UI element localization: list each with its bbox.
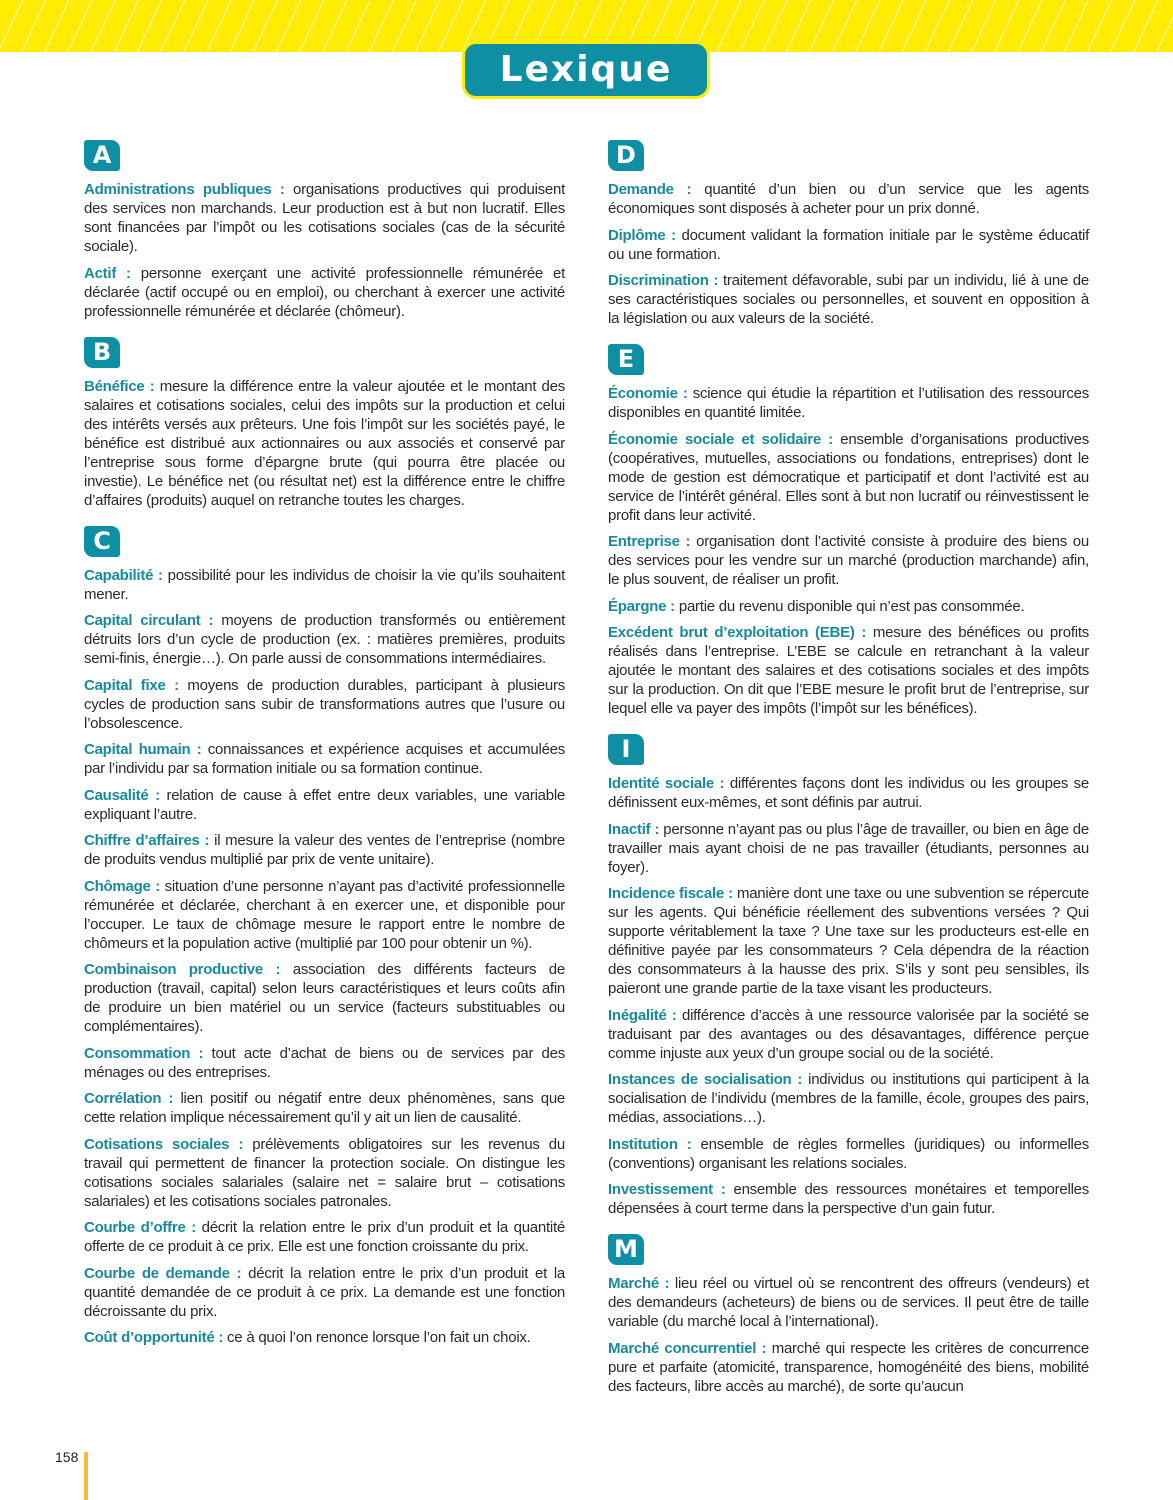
entry-definition: mesure des bénéfices ou profits réalisés dans l’entreprise. L’EBE se calcule en retranchant à la valeur ajoutée le montant des salaires et des cotisations sociales et des impôts sur la production. On dit que l’EBE mesure le profit brut de l’entreprise, sur lequel elle va payer des impôts (l’impôt sur les bénéfices). — [608, 624, 1089, 717]
page-title: Lexique — [462, 41, 710, 99]
entry-term: Incidence fiscale : — [608, 885, 733, 902]
right-column — [608, 140, 1089, 1412]
entry-term: Courbe d’offre : — [84, 1219, 196, 1236]
entry-term: Identité sociale : — [608, 775, 725, 792]
entry-term: Excédent brut d’exploitation (EBE) : — [608, 624, 867, 641]
section-letter-badge: C — [84, 526, 120, 557]
entry-term: Diplôme : — [608, 226, 676, 244]
section-letter-badge: D — [608, 140, 644, 171]
entry-term: Inégalité : — [608, 1006, 677, 1024]
entry-definition: prélèvements obligatoires sur les revenus du travail qui permettent de financer la protection sociale. On distingue les cotisations sociales salariales (salaire net = salaire brut – cotisations salariales) et les cotisations sociales patronales. — [84, 1135, 565, 1210]
lexicon-entry — [608, 532, 1089, 589]
entry-term: Actif : — [84, 264, 131, 282]
lexicon-entry — [84, 180, 565, 256]
entry-term: Cotisations sociales : — [84, 1135, 244, 1153]
entry-definition: traitement défavorable, subi par un individu, lié à une de ses caractéristiques sociales ou personnelles, et souvent en opposition à la législation ou aux valeurs de la société. — [608, 272, 1089, 327]
entry-term: Capital humain : — [84, 741, 202, 758]
entry-definition: moyens de production transformés ou entièrement détruits lors d’un cycle de production (ex. : matières premières, produits semi-finis, énergie…). On parle aussi de consommations intermédiaires. — [84, 612, 565, 667]
entry-definition: décrit la relation entre le prix d’un produit et la quantité demandée de ce produit à ce prix. La demande est une fonction décroissante du prix. — [84, 1264, 565, 1320]
entry-definition: ensemble de règles formelles (juridiques) ou informelles (conventions) organisant les relations sociales. — [608, 1135, 1089, 1172]
lexicon-entry — [84, 1044, 565, 1082]
page-number: 158 — [55, 1449, 79, 1465]
entry-term: Économie : — [608, 385, 688, 402]
entry-term: Entreprise : — [608, 533, 691, 550]
lexicon-entry — [84, 676, 565, 733]
lexicon-entry — [84, 831, 565, 869]
lexicon-entry — [84, 611, 565, 668]
section-letter-badge: A — [84, 140, 120, 171]
entry-definition: document validant la formation initiale par le système éducatif ou une formation. — [608, 226, 1089, 263]
entry-definition: ensemble d’organisations productives (coopératives, mutuelles, associations ou fondations, entreprises) dont le mode de gestion est démocratique et participatif et dont l’activité est au service de l’intérêt général. Elles sont à but non lucratif ou réinvestissent le profit dans leur activité. — [608, 430, 1089, 524]
lexicon-entry — [84, 1264, 565, 1321]
entry-term: Administrations publiques : — [84, 181, 285, 198]
entry-term: Capital circulant : — [84, 612, 214, 629]
lexicon-entry — [84, 566, 565, 604]
lexicon-entry — [608, 180, 1089, 218]
lexicon-entry — [84, 877, 565, 953]
entry-definition: personne n’ayant pas ou plus l’âge de travailler, ou bien en âge de travailler mais ayant choisi de ne pas travailler (étudiants, personnes au foyer). — [608, 820, 1089, 876]
entry-definition: individus ou institutions qui participent à la socialisation de l’individu (membres de la famille, école, groupes des pairs, médias, associations…). — [608, 1071, 1089, 1126]
lexicon-entry — [608, 1006, 1089, 1063]
entry-term: Économie sociale et solidaire : — [608, 430, 833, 448]
lexicon-entry — [84, 377, 565, 510]
entry-definition: personne exerçant une activité professionnelle rémunérée et déclarée (actif occupé ou en emploi), ou cherchant à exercer une activité professionnelle rémunérée et déclarée (chômeur). — [84, 264, 565, 320]
lexicon-entry — [608, 430, 1089, 525]
lexicon-section-i — [608, 734, 1089, 1218]
lexicon-section-d — [608, 140, 1089, 328]
lexicon-entry — [608, 820, 1089, 877]
entry-term: Marché concurrentiel : — [608, 1339, 767, 1357]
entry-term: Marché : — [608, 1275, 670, 1292]
lexicon-entry — [84, 1328, 565, 1347]
lexicon-entry — [608, 597, 1089, 616]
lexicon-entry — [608, 774, 1089, 812]
section-letter-badge: M — [608, 1234, 644, 1265]
lexicon-entry — [608, 1339, 1089, 1396]
lexicon-entry — [608, 1135, 1089, 1173]
entry-term: Capabilité : — [84, 566, 163, 584]
section-letter-badge: B — [84, 337, 120, 368]
lexicon-entry — [608, 271, 1089, 328]
entry-term: Corrélation : — [84, 1090, 174, 1107]
entry-definition: quantité d’un bien ou d’un service que les agents économiques sont disposés à acheter pour un prix donné. — [608, 181, 1089, 217]
entry-term: Chômage : — [84, 877, 160, 895]
entry-term: Institution : — [608, 1135, 692, 1153]
lexicon-entry — [84, 786, 565, 824]
lexicon-section-c — [84, 526, 565, 1348]
lexicon-entry — [608, 226, 1089, 264]
entry-definition: science qui étudie la répartition et l’utilisation des ressources disponibles en quantité limitée. — [608, 385, 1089, 421]
entry-definition: tout acte d’achat de biens ou de services par des ménages ou des entreprises. — [84, 1044, 565, 1081]
lexicon-entry — [608, 1070, 1089, 1127]
section-letter-badge: E — [608, 344, 644, 375]
entry-definition: organisation dont l’activité consiste à produire des biens ou des services pour les vendre sur un marché (production marchande) afin, le plus souvent, de réaliser un profit. — [608, 533, 1089, 588]
lexicon-section-a — [84, 140, 565, 321]
entry-definition: manière dont une taxe ou une subvention se répercute sur les agents. Qui bénéficie réellement des subventions versées ? Qui supporte véritablement la taxe ? Une taxe sur les producteurs est-elle en définitive payée par les consommateurs ? Cela dépendra de la réaction des consommateurs à la hausse des prix. S’ils y sont peu sensibles, ils paieront une grande partie de la taxe visant les producteurs. — [608, 885, 1089, 997]
entry-definition: lieu réel ou virtuel où se rencontrent des offreurs (vendeurs) et des demandeurs (acheteurs) de biens ou de services. Il peut être de taille variable (du marché local à l’international). — [608, 1275, 1089, 1330]
entry-term: Discrimination : — [608, 272, 719, 289]
entry-definition: situation d’une personne n’ayant pas d’activité professionnelle rémunérée et déclarée, cherchant à en exercer une, et disponible pour l’occuper. Le taux de chômage mesure le rapport entre le nombre de chômeurs et la population active (multiplié par 100 pour obtenir un %). — [84, 877, 565, 952]
lexicon-entry — [84, 1218, 565, 1256]
left-column — [84, 140, 565, 1363]
lexicon-entry — [608, 384, 1089, 422]
entry-term: Coût d’opportunité : — [84, 1329, 224, 1346]
entry-definition: possibilité pour les individus de choisir la vie qu’ils souhaitent mener. — [84, 566, 565, 603]
entry-definition: association des différents facteurs de production (travail, capital) selon leurs caractéristiques et leurs coûts afin de produire un bien matériel ou un service (facteurs substituables ou complémentaires). — [84, 961, 565, 1035]
entry-term: Chiffre d’affaires : — [84, 832, 210, 849]
entry-definition: ce à quoi l’on renonce lorsque l’on fait un choix. — [223, 1329, 531, 1346]
entry-term: Causalité : — [84, 786, 160, 804]
entry-term: Capital fixe : — [84, 676, 179, 694]
entry-term: Épargne : — [608, 597, 675, 615]
entry-term: Investissement : — [608, 1181, 726, 1198]
entry-term: Combinaison productive : — [84, 961, 281, 978]
entry-definition: relation de cause à effet entre deux variables, une variable expliquant l’autre. — [84, 786, 566, 823]
entry-definition: lien positif ou négatif entre deux phénomènes, sans que cette relation implique nécessairement qu’il y ait un lien de causalité. — [84, 1090, 565, 1126]
entry-definition: organisations productives qui produisent des services non marchands. Leur production est à but non lucratif. Elles sont financées par l’impôt ou les cotisations sociales (cas de la sécurité sociale). — [84, 181, 565, 255]
entry-definition: marché qui respecte les critères de concurrence pure et parfaite (atomicité, transparence, homogénéité des biens, mobilité des facteurs, libre accès au marché), de sorte qu’aucun — [608, 1339, 1089, 1395]
entry-definition: différence d’accès à une ressource valorisée par la société se traduisant par des avantages ou des désavantages, différence perçue comme injuste aux yeux d’un groupe social ou de la société. — [608, 1006, 1090, 1062]
entry-term: Instances de socialisation : — [608, 1071, 803, 1088]
page-number-bar — [84, 1452, 88, 1500]
entry-definition: différentes façons dont les individus ou les groupes se définissent eux-mêmes, et sont définis par autrui. — [608, 775, 1089, 811]
lexicon-entry — [84, 960, 565, 1036]
lexicon-section-e — [608, 344, 1089, 718]
lexicon-entry — [608, 1274, 1089, 1331]
entry-definition: moyens de production durables, participant à plusieurs cycles de production sans subir de transformations autres que l’usure ou l’obsolescence. — [84, 676, 565, 732]
lexicon-entry — [84, 1089, 565, 1127]
entry-term: Inactif : — [608, 820, 660, 838]
entry-definition: connaissances et expérience acquises et accumulées par l’individu par sa formation initiale ou sa formation continue. — [84, 741, 565, 777]
section-letter-badge: I — [608, 734, 644, 765]
entry-definition: mesure la différence entre la valeur ajoutée et le montant des salaires et cotisations sociales, celui des impôts sur la production et celui des intérêts versés aux prêteurs. Une fois l’impôt sur les sociétés payé, le bénéfice est distribué aux actionnaires ou aux associés et conservé par l’entreprise sous forme d’épargne brute (qui pourra être placée ou investie). Le bénéfice net (ou résultat net) est la différence entre le chiffre d’affaires (produits) auquel on retranche toutes les charges. — [84, 377, 565, 509]
entry-definition: il mesure la valeur des ventes de l’entreprise (nombre de produits vendus multiplié par prix de vente unitaire). — [84, 832, 565, 868]
entry-term: Bénéfice : — [84, 377, 155, 395]
lexicon-section-m — [608, 1234, 1089, 1396]
lexicon-section-b — [84, 337, 565, 510]
lexicon-entry — [608, 884, 1089, 998]
entry-term: Consommation : — [84, 1044, 204, 1062]
lexicon-entry — [608, 623, 1089, 718]
entry-term: Courbe de demande : — [84, 1264, 242, 1282]
lexicon-entry — [84, 264, 565, 321]
lexicon-entry — [84, 740, 565, 778]
entry-definition: partie du revenu disponible qui n’est pas consommée. — [674, 597, 1025, 615]
lexicon-entry — [608, 1180, 1089, 1218]
entry-term: Demande : — [608, 181, 692, 198]
entry-definition: ensemble des ressources monétaires et temporelles dépensées à court terme dans la perspective d’un gain futur. — [608, 1181, 1089, 1217]
entry-definition: décrit la relation entre le prix d’un produit et la quantité offerte de ce produit à ce prix. Elle est une fonction croissante du prix. — [84, 1219, 565, 1255]
lexicon-entry — [84, 1135, 565, 1211]
